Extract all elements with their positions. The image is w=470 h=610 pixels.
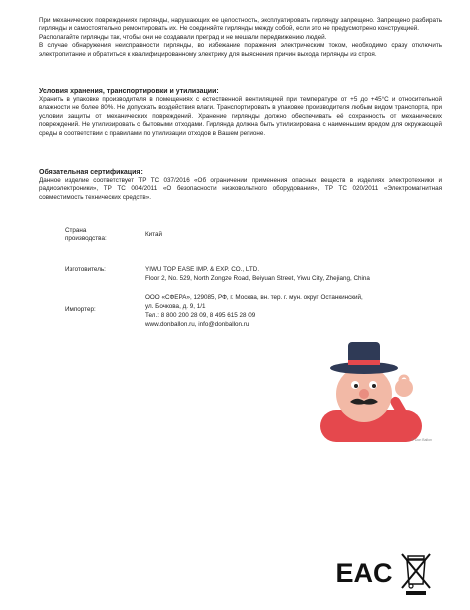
- storage-text: Хранить в упаковке производителя в помещениях с естественной вентиляцией при температуре от +5 до +45°C и относительной влажности не более 80%. Не допускать воздействия влаги. Транспортировать в упаковке производителя любым видом транспорта, при условии защиты от механических повреждений. Хранение гирлянды должно обеспечивать её сохранность от механических повреждений. Не утилизировать с бытовыми отходами. Гирлянда должна быть утилизирована с наименьшим вредом для окружающей среды в соответствии с правилами по утилизации отходов в Вашем регионе.: [39, 96, 442, 137]
- mascot-hand: [395, 379, 413, 397]
- intro-paragraph-3: В случае обнаружения неисправности гирлянды, во избежание поражения электрическим током, необходимо сразу отключить электропитание и обратиться к квалифицированному электрику для выяснения причин выхода гирлянды из строя.: [39, 42, 442, 58]
- manufacturer-address: Floor 2, No. 529, North Zongze Road, Beiyuan Street, Yiwu City, Zhejiang, China: [145, 274, 370, 282]
- mascot-left-pupil: [354, 384, 358, 388]
- intro-paragraph-2: Располагайте гирлянды так, чтобы они не создавали преград и не мешали передвижению людей.: [39, 33, 327, 41]
- country-value: Китай: [145, 231, 163, 238]
- storage-heading: Условия хранения, транспортировки и утилизации:: [39, 88, 219, 95]
- manufacturer-label: Изготовитель:: [65, 266, 106, 273]
- importer-line-1: ООО «СФЕРА», 129085, РФ, г. Москва, вн. тер. г. мун. округ Останкинский,: [145, 294, 363, 301]
- mascot-illustration: [300, 338, 434, 442]
- importer-line-3: Тел.: 8 800 200 28 09, 8 495 615 28 09: [145, 311, 256, 319]
- certification-heading: Обязательная сертификация:: [39, 169, 143, 176]
- country-label-line2: производства:: [65, 235, 107, 243]
- bin-wheel: [409, 584, 413, 588]
- eac-icon: EAC: [335, 558, 393, 588]
- certification-text: Данное изделие соответствует ТР ТС 037/2016 «Об ограничении применения опасных веществ в изделиях электротехники и радиоэлектроники», ТР ТС 004/2011 «О безопасности низковольтного оборудования», ТР ТС 020/2011 «Электромагнитная совместимость технических средств».: [39, 177, 442, 201]
- intro-paragraph-1: При механических повреждениях гирлянды, нарушающих ее целостность, эксплуатировать гирлянду запрещено. Запрещено разбирать гирлянды и самостоятельно ремонтировать их. Не соединяйте гирлянды между собой, если это не предусмотрено конструкцией.: [39, 17, 442, 33]
- country-label: [65, 227, 107, 244]
- importer-label: Импортер:: [65, 306, 96, 313]
- crossed-bin-icon: [398, 550, 434, 596]
- bin-lid: [408, 556, 424, 559]
- eac-mark: [335, 552, 393, 590]
- intro-text: [39, 17, 442, 59]
- manufacturer-value: [145, 266, 445, 284]
- mascot-nose: [359, 389, 369, 399]
- importer-line-2: ул. Бочкова, д. 9, 1/1: [145, 302, 206, 310]
- importer-value: [145, 294, 445, 330]
- mascot-hat-band: [348, 360, 380, 365]
- certification-section: [39, 168, 442, 202]
- mascot-right-pupil: [372, 384, 376, 388]
- mascot-caption: © Don Ballon: [411, 438, 432, 442]
- importer-line-4: www.donballon.ru, info@donballon.ru: [145, 320, 250, 328]
- storage-section: [39, 87, 442, 138]
- bin-bar: [406, 591, 426, 595]
- manufacturer-name: YIWU TOP EASE IMP. & EXP. CO., LTD.: [145, 266, 260, 273]
- country-label-line1: Страна: [65, 227, 87, 234]
